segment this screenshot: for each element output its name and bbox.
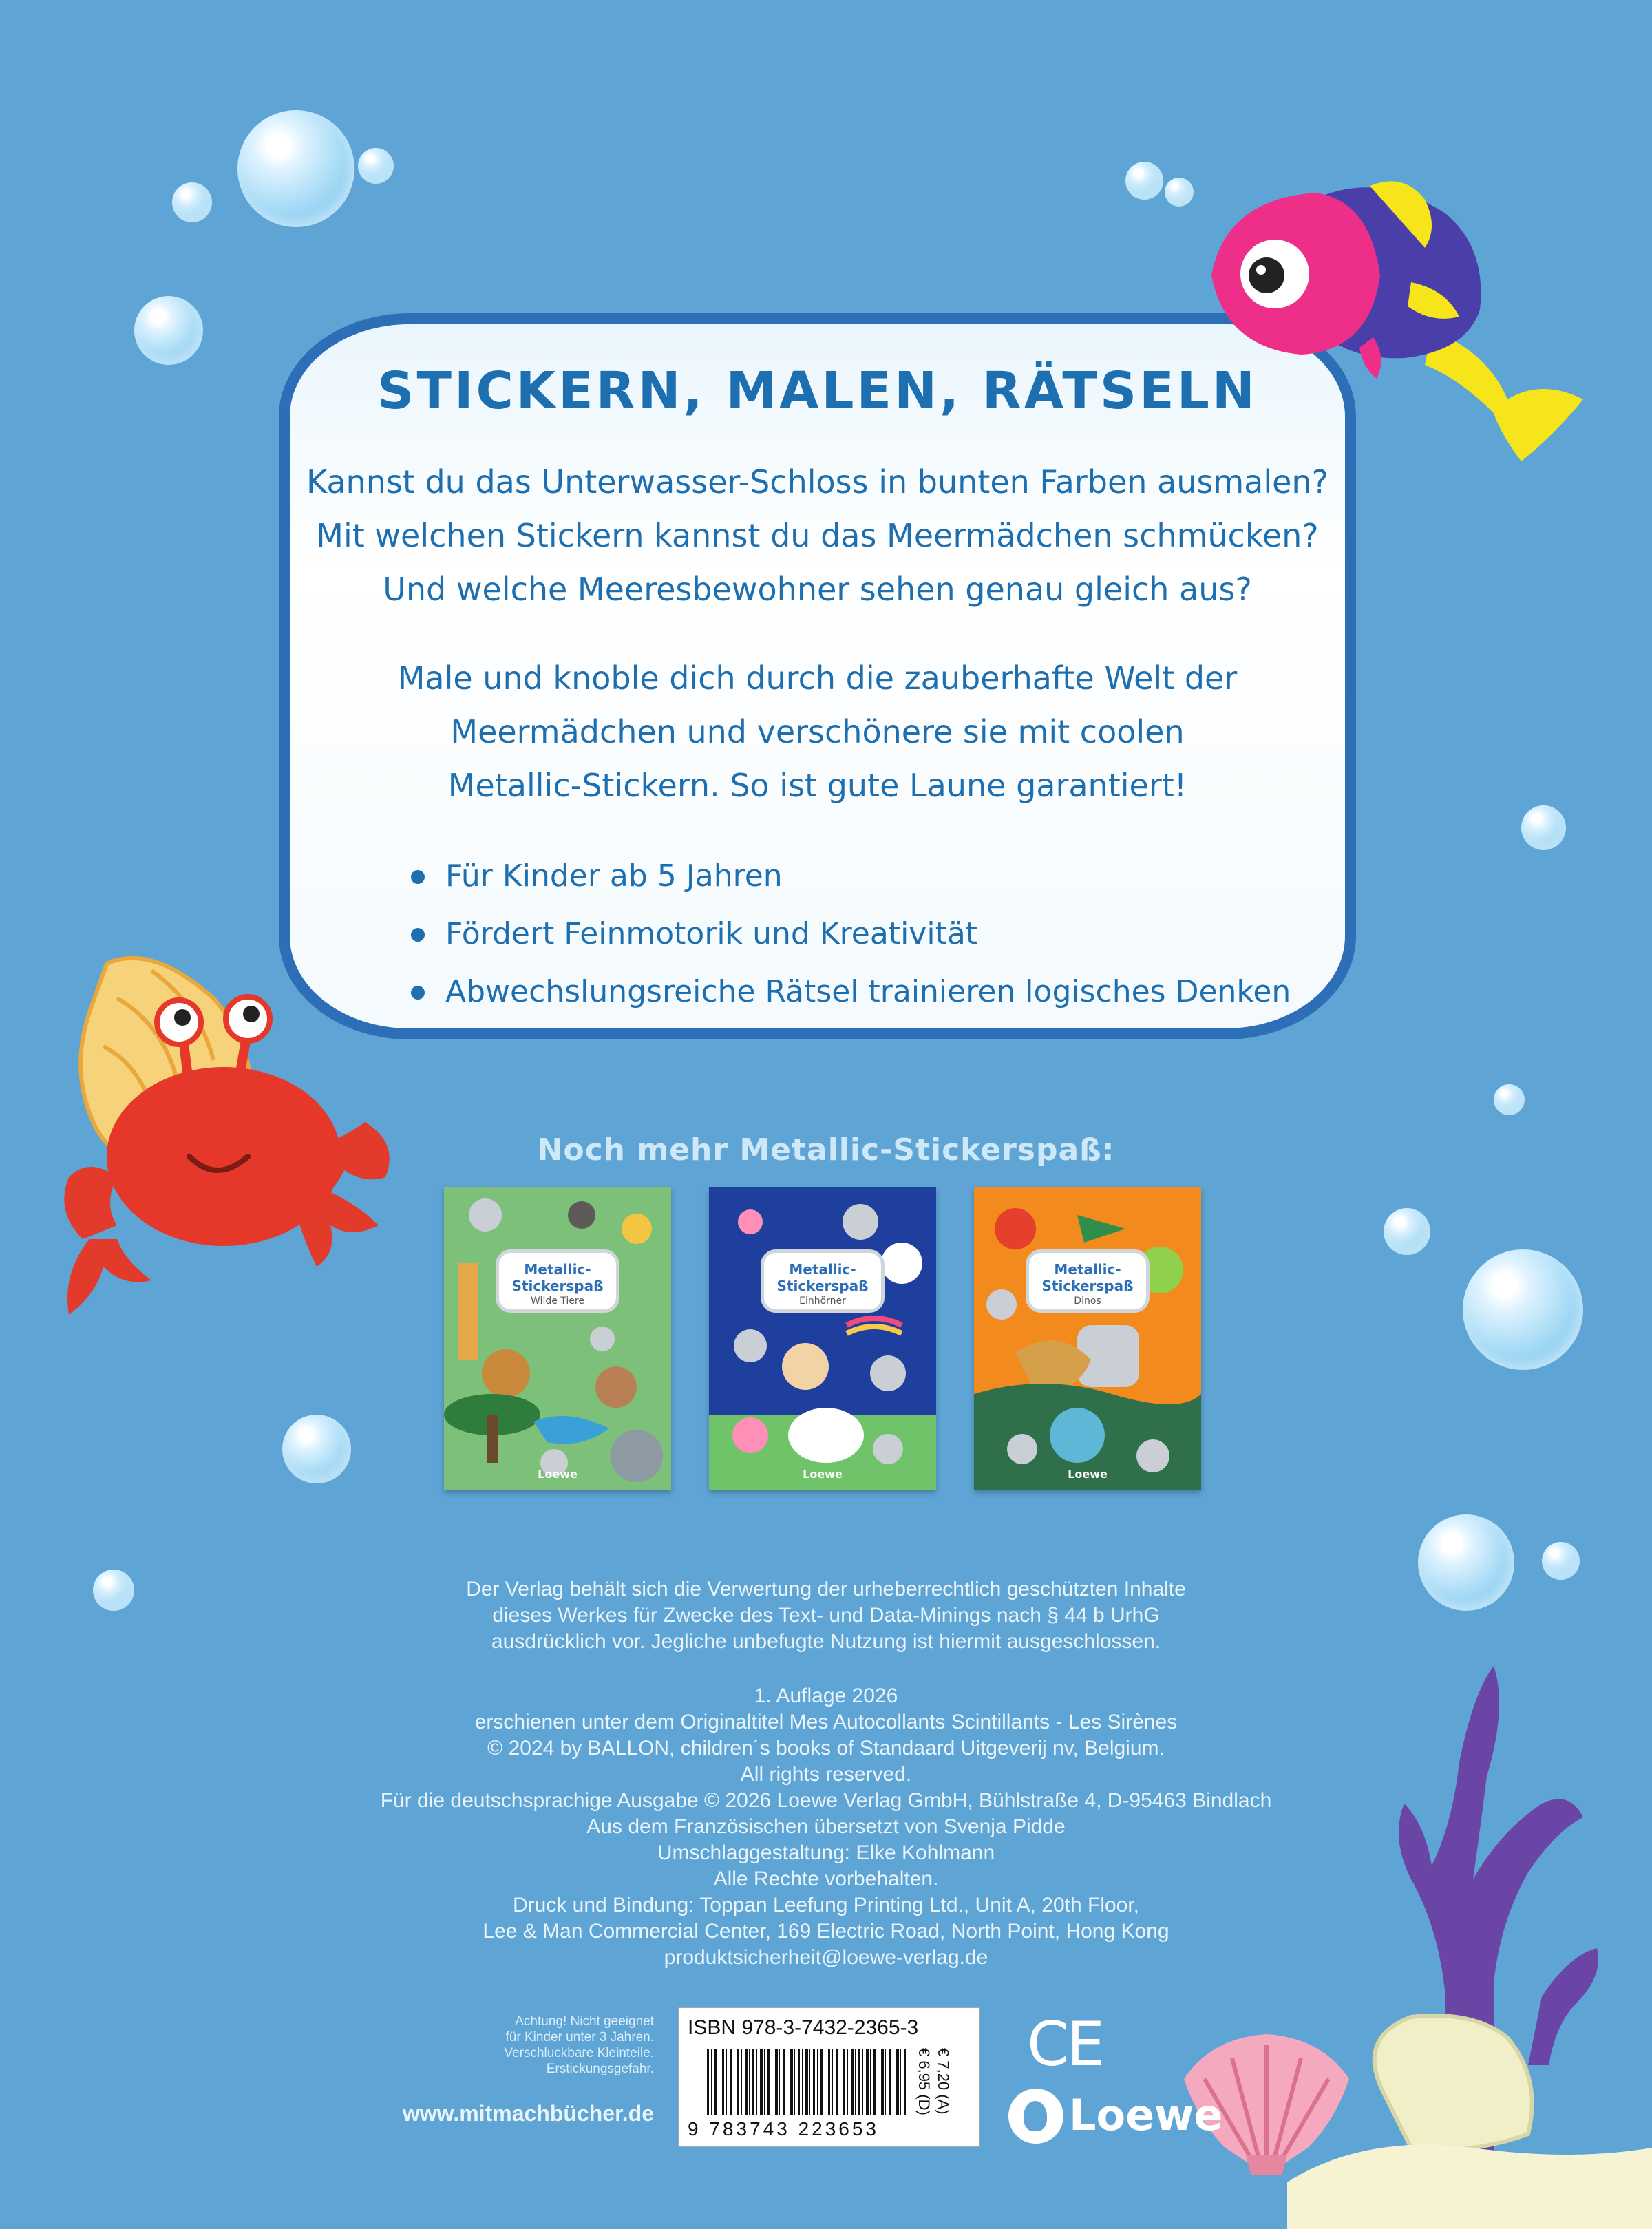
description-line: Male und knoble dich durch die zauberhafte Welt der bbox=[397, 659, 1238, 697]
book-cover-wilde-tiere bbox=[444, 1187, 671, 1490]
intro-line: Mit welchen Stickern kannst du das Meermädchen schmücken? bbox=[316, 517, 1319, 554]
book-subtitle: Einhörner bbox=[799, 1296, 846, 1307]
warning-line: Erstickungsgefahr. bbox=[546, 2062, 654, 2076]
feature-item: Abwechslungsreiche Rätsel trainieren logisches Denken bbox=[407, 963, 1291, 1021]
book-subtitle: Wilde Tiere bbox=[531, 1296, 584, 1307]
warning-line: Achtung! Nicht geeignet bbox=[515, 2014, 654, 2029]
barcode-digits: 9 783743 223653 bbox=[688, 2118, 879, 2140]
book-publisher: Loewe bbox=[803, 1468, 843, 1481]
bubble bbox=[1494, 1084, 1525, 1115]
barcode bbox=[707, 2049, 907, 2115]
book-cover-dinos bbox=[974, 1187, 1201, 1490]
book-publisher: Loewe bbox=[1068, 1468, 1108, 1481]
website-url: www.mitmachbücher.de bbox=[402, 2101, 654, 2126]
bubble bbox=[282, 1415, 351, 1483]
warning-line: für Kinder unter 3 Jahren. bbox=[505, 2030, 654, 2045]
tdm-line: ausdrücklich vor. Jegliche unbefugte Nutzung ist hiermit ausgeschlossen. bbox=[491, 1630, 1161, 1653]
imprint-line: Alle Rechte vorbehalten. bbox=[713, 1868, 939, 1890]
fish-illustration bbox=[1198, 172, 1611, 496]
card-title: STICKERN, MALEN, RÄTSELN bbox=[377, 361, 1258, 421]
imprint-line: 1. Auflage 2026 bbox=[754, 1684, 898, 1707]
isbn-label: ISBN 978-3-7432-2365-3 bbox=[688, 2016, 919, 2039]
price-at: € 7,20 (A) bbox=[935, 2048, 952, 2115]
imprint-line: All rights reserved. bbox=[740, 1763, 912, 1786]
price-de: € 6,95 (D) bbox=[915, 2048, 933, 2115]
book-cover-einhoerner bbox=[709, 1187, 936, 1490]
isbn-barcode-box bbox=[678, 2007, 980, 2147]
bubble bbox=[1542, 1542, 1580, 1580]
bubble bbox=[134, 296, 203, 365]
bubble bbox=[358, 148, 394, 184]
ce-mark: CE bbox=[1027, 2009, 1103, 2080]
bubble bbox=[1384, 1208, 1430, 1255]
imprint-line: Umschlaggestaltung: Elke Kohlmann bbox=[657, 1841, 995, 1864]
feature-list bbox=[407, 847, 1291, 1021]
tdm-notice bbox=[0, 1576, 1652, 1655]
more-books-heading: Noch mehr Metallic-Stickerspaß: bbox=[537, 1132, 1115, 1168]
bubble bbox=[172, 182, 212, 222]
description-line: Metallic-Stickern. So ist gute Laune garantiert! bbox=[447, 767, 1187, 804]
intro-paragraph bbox=[304, 455, 1331, 616]
bubble bbox=[1463, 1249, 1583, 1370]
imprint-line: Druck und Bindung: Toppan Leefung Printing Ltd., Unit A, 20th Floor, bbox=[512, 1894, 1140, 1916]
feature-item: Für Kinder ab 5 Jahren bbox=[407, 847, 1291, 905]
book-title: Metallic-Stickerspaß bbox=[776, 1261, 869, 1294]
intro-line: Und welche Meeresbewohner sehen genau gleich aus? bbox=[383, 571, 1252, 608]
book-title: Metallic-Stickerspaß bbox=[511, 1261, 604, 1294]
imprint-line: © 2024 by BALLON, children´s books of Standaard Uitgeverij nv, Belgium. bbox=[487, 1737, 1165, 1760]
book-subtitle: Dinos bbox=[1074, 1296, 1101, 1307]
intro-line: Kannst du das Unterwasser-Schloss in bunten Farben ausmalen? bbox=[306, 463, 1328, 500]
book-title: Metallic-Stickerspaß bbox=[1041, 1261, 1134, 1294]
publisher-name: Loewe bbox=[1069, 2090, 1223, 2140]
info-card bbox=[279, 313, 1356, 1039]
imprint bbox=[0, 1683, 1652, 1971]
unicorn-illustration bbox=[709, 1187, 936, 1490]
book-title-label bbox=[1026, 1249, 1150, 1313]
bubble bbox=[237, 110, 354, 227]
imprint-line: produktsicherheit@loewe-verlag.de bbox=[664, 1946, 988, 1969]
loewe-logo-icon bbox=[1008, 2089, 1063, 2144]
imprint-line: Aus dem Französischen übersetzt von Svenja Pidde bbox=[586, 1815, 1066, 1838]
bubble bbox=[1125, 162, 1163, 200]
description-line: Meermädchen und verschönere sie mit coolen bbox=[450, 713, 1185, 750]
book-title-label bbox=[761, 1249, 885, 1313]
imprint-line: Lee & Man Commercial Center, 169 Electric Road, North Point, Hong Kong bbox=[483, 1920, 1169, 1943]
feature-item: Fördert Feinmotorik und Kreativität bbox=[407, 905, 1291, 963]
description-paragraph bbox=[304, 651, 1331, 812]
jungle-illustration bbox=[444, 1187, 671, 1490]
choking-hazard-warning bbox=[441, 2014, 654, 2077]
dino-illustration bbox=[974, 1187, 1201, 1490]
book-title-label bbox=[496, 1249, 620, 1313]
bubble bbox=[1521, 805, 1566, 850]
tdm-line: Der Verlag behält sich die Verwertung der urheberrechtlich geschützten Inhalte bbox=[466, 1578, 1186, 1601]
price-block bbox=[915, 2048, 970, 2137]
book-publisher: Loewe bbox=[538, 1468, 578, 1481]
imprint-line: Für die deutschsprachige Ausgabe © 2026 Loewe Verlag GmbH, Bühlstraße 4, D-95463 Bindlach bbox=[380, 1789, 1272, 1812]
warning-line: Verschluckbare Kleinteile. bbox=[504, 2046, 654, 2060]
bubble bbox=[1165, 178, 1194, 207]
tdm-line: dieses Werkes für Zwecke des Text- und Data-Minings nach § 44 b UrhG bbox=[492, 1604, 1160, 1627]
imprint-line: erschienen unter dem Originaltitel Mes Autocollants Scintillants - Les Sirènes bbox=[474, 1711, 1178, 1733]
